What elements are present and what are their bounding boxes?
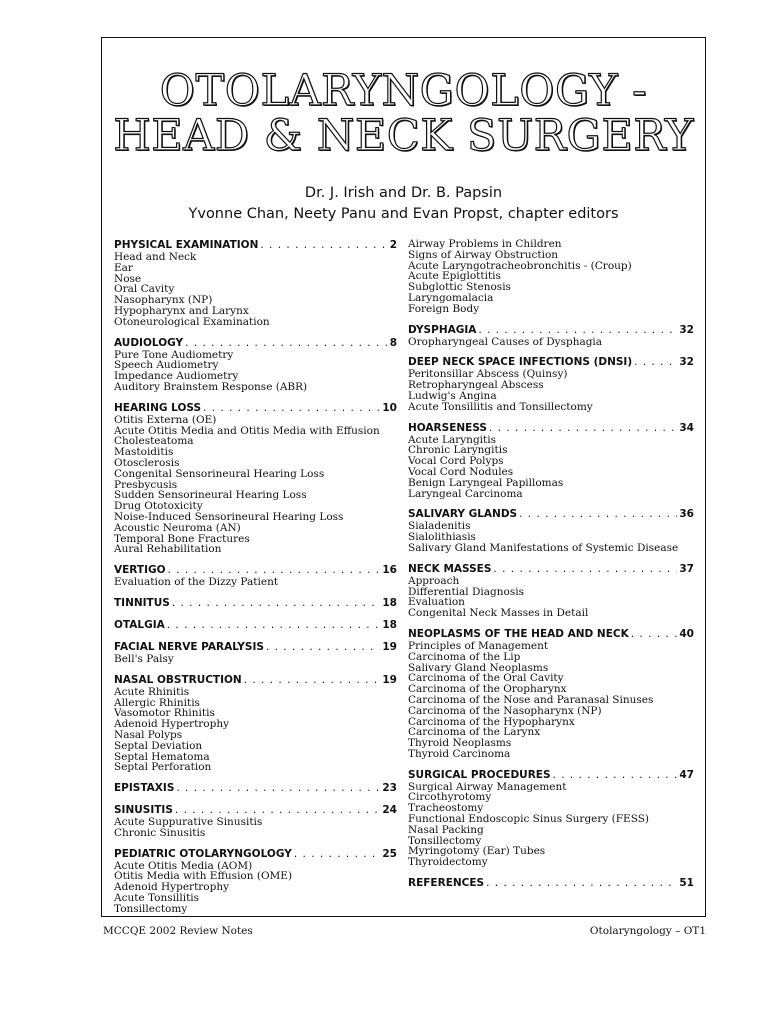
toc-item: Cholesteatoma [114,435,194,448]
toc-item: Peritonsillar Abscess (Quinsy) [408,368,568,381]
toc-item: Acute Tonsillitis and Tonsillectomy [408,400,593,413]
toc-item: Congenital Neck Masses in Detail [408,607,589,620]
toc-heading-text: SALIVARY GLANDS [408,508,518,521]
toc-item: Carcinoma of the Oral Cavity [408,672,564,685]
toc-item: Chronic Laryngitis [408,444,508,457]
toc-item: Vocal Cord Polyps [408,455,504,468]
toc-section-heading[interactable] [114,597,397,610]
toc-section-heading[interactable] [408,628,694,641]
toc-item: Carcinoma of the Lip [408,650,521,663]
toc-section [114,239,397,328]
toc-item: Otoneurological Examination [114,315,270,328]
toc-heading-text: HEARING LOSS [114,401,202,414]
toc-item: Tonsillectomy [114,902,188,915]
toc-item: Carcinoma of the Larynx [408,726,541,739]
toc-section [114,782,397,795]
toc-item: Otosclerosis [114,456,180,469]
toc-item: Sialolithiasis [408,531,476,544]
footer-right: Otolaryngology – OT1 [589,925,706,937]
toc-item: Acoustic Neuroma (AN) [114,521,241,534]
toc-page-number: 25 [382,847,397,860]
dot-leader [266,641,380,654]
toc-page-number: 34 [679,421,694,434]
toc-section-heading[interactable] [408,422,694,435]
toc-item: Head and Neck [114,251,197,263]
toc-section [114,564,397,588]
dot-leader [260,239,387,252]
toc-page-number: 23 [382,782,397,795]
dot-leader [244,674,381,687]
toc-item: Adenoid Hypertrophy [114,881,230,894]
dot-leader [553,769,678,782]
toc-page-number: 10 [382,401,397,414]
toc-heading-text: NECK MASSES [408,562,492,575]
dot-leader [486,877,677,890]
toc-heading-text: AUDIOLOGY [114,336,184,349]
dot-leader [634,356,677,369]
toc-item: Adenoid Hypertrophy [114,718,230,731]
toc-item: Otitis Media with Effusion (OME) [114,870,293,883]
toc-item: Acute Rhinitis [114,685,190,698]
toc-page-number: 51 [679,877,694,890]
toc-item: Septal Hematoma [114,750,210,763]
toc-item: Evaluation [408,596,465,609]
toc-section-heading[interactable] [114,619,397,632]
toc-item: Benign Laryngeal Papillomas [408,476,564,489]
toc-heading-text: TINNITUS [114,596,170,609]
toc-item: Oral Cavity [114,283,175,296]
toc-item: Carcinoma of the Hypopharynx [408,715,575,728]
toc-section [408,422,694,500]
dot-leader [185,337,388,350]
dot-leader [489,422,677,435]
toc-item: Pure Tone Audiometry [114,348,234,361]
toc-section [114,804,397,839]
toc-page-number: 32 [679,356,694,369]
toc-page-number: 19 [382,673,397,686]
toc-page-number: 24 [382,804,397,817]
toc-page-number: 8 [389,336,397,349]
dot-leader [519,508,677,521]
toc-heading-text: EPISTAXIS [114,782,175,795]
toc-section [408,324,694,348]
toc-item: Nose [114,272,142,285]
toc-item: Thyroidectomy [408,856,488,869]
dot-leader [176,782,380,795]
dot-leader [203,402,380,415]
toc-section-heading[interactable] [114,337,397,350]
toc-section-heading[interactable] [114,848,397,861]
toc-section [114,848,397,915]
toc-item: Functional Endoscopic Sinus Surgery (FESS) [408,813,650,826]
toc-item: Approach [408,574,460,587]
dot-leader [631,628,678,641]
toc-section-heading[interactable] [408,769,694,782]
toc-item: Nasal Polyps [114,728,183,741]
toc-item: Surgical Airway Management [408,780,567,793]
toc-item: Bell's Palsy [114,652,174,665]
toc-item: Acute Epiglottitis [408,270,501,283]
toc-item: Salivary Gland Neoplasms [408,661,549,674]
toc-item: Thyroid Carcinoma [408,747,511,760]
toc-page-number: 18 [382,618,397,631]
toc-item: Drug Ototoxicity [114,500,203,513]
toc-section [114,641,397,665]
toc-item: Temporal Bone Fractures [114,532,250,545]
toc-page-number: 47 [679,768,694,781]
toc-page-number: 16 [382,564,397,577]
title-line-1: OTOLARYNGOLOGY - [159,66,648,116]
toc-item: Aural Rehabilitation [114,543,222,556]
toc-section [408,563,694,619]
toc-item: Laryngeal Carcinoma [408,487,523,500]
toc-item: Impedance Audiometry [114,370,239,383]
toc-item: Tracheostomy [408,802,484,815]
toc-heading-text: SINUSITIS [114,804,173,817]
dot-leader [294,848,381,861]
toc-item: Thyroid Neoplasms [408,737,512,750]
toc-page-number: 40 [679,627,694,640]
page-frame [101,37,706,917]
toc-section-heading[interactable] [408,563,694,576]
toc-item: Retropharyngeal Abscess [408,379,544,392]
toc-heading-text: PEDIATRIC OTOLARYNGOLOGY [114,847,292,860]
toc-heading-text: OTALGIA [114,618,165,631]
toc-section-heading[interactable] [114,674,397,687]
toc-heading-text: DEEP NECK SPACE INFECTIONS (DNSI) [408,356,633,369]
toc-item: Carcinoma of the Nasopharynx (NP) [408,704,602,717]
toc-item: Nasopharynx (NP) [114,294,213,307]
toc-section-heading[interactable] [114,641,397,654]
toc-page-number: 37 [679,562,694,575]
toc-item: Acute Tonsillitis [114,892,200,905]
toc-section [408,877,694,890]
toc-section-heading[interactable] [408,324,694,337]
toc-item: Foreign Body [408,302,480,315]
toc-item: Hypopharynx and Larynx [114,304,249,317]
toc-page-number: 32 [679,323,694,336]
toc-item: Circothyrotomy [408,791,492,804]
toc-section [408,628,694,760]
toc-item: Salivary Gland Manifestations of Systemic Disease [408,541,679,554]
toc-page-number: 19 [382,640,397,653]
toc-item: Tonsillectomy [408,834,482,847]
toc-heading-text: REFERENCES [408,877,485,890]
toc-item: Signs of Airway Obstruction [408,248,559,261]
toc-page-number: 18 [382,596,397,609]
toc-item: Ludwig's Angina [408,389,497,402]
dot-leader [167,619,381,632]
toc-item: Vocal Cord Nodules [408,465,514,478]
title-line-2: HEAD & NECK SURGERY [113,111,694,161]
toc-page-number: 36 [679,508,694,521]
toc-section-heading[interactable] [114,782,397,795]
toc-heading-text: NEOPLASMS OF THE HEAD AND NECK [408,627,629,640]
toc-item: Carcinoma of the Oropharynx [408,683,567,696]
toc-item: Acute Otitis Media (AOM) [114,859,253,872]
toc-item: Sudden Sensorineural Hearing Loss [114,489,307,502]
toc-item: Principles of Management [408,639,549,652]
toc-item: Congenital Sensorineural Hearing Loss [114,467,325,480]
toc-item: Mastoiditis [114,446,174,459]
toc-heading-text: SURGICAL PROCEDURES [408,768,551,781]
toc-item: Acute Otitis Media and Otitis Media with Effusion [114,424,380,437]
toc-section-heading[interactable] [408,877,694,890]
toc-heading-text: PHYSICAL EXAMINATION [114,239,259,251]
toc-item: Sialadenitis [408,520,471,533]
toc-item: Nasal Packing [408,823,484,836]
toc-item: Evaluation of the Dizzy Patient [114,576,279,589]
toc-item: Presbycusis [114,478,178,491]
toc-section [114,597,397,610]
toc-item: Carcinoma of the Nose and Paranasal Sinuses [408,693,654,706]
toc-item: Airway Problems in Children [408,238,562,250]
dot-leader [478,324,677,337]
toc-item: Differential Diagnosis [408,585,524,598]
toc-heading-text: FACIAL NERVE PARALYSIS [114,640,264,653]
authors: Dr. J. Irish and Dr. B. Papsin [304,185,503,201]
toc-page-number: 2 [389,239,397,251]
toc-section [114,402,397,555]
chapter-editors: Yvonne Chan, Neety Panu and Evan Propst, chapter editors [188,206,619,222]
toc-item: Noise-Induced Sensorineural Hearing Loss [114,510,344,523]
toc-section [114,674,397,773]
toc-heading-text: VERTIGO [114,564,166,577]
toc-item: Otitis Externa (OE) [114,413,217,426]
dot-leader [172,597,381,610]
toc-item: Subglottic Stenosis [408,281,511,294]
toc-left-column [114,239,397,924]
toc-item: Septal Deviation [114,739,203,752]
toc-section [114,337,397,393]
toc-section [408,356,694,412]
toc-section [114,619,397,632]
toc-heading-text: NASAL OBSTRUCTION [114,673,242,686]
toc-item: Vasomotor Rhinitis [114,707,215,720]
toc-right-column [408,239,694,899]
toc-section [408,508,694,553]
toc-heading-text: HOARSENESS [408,421,487,434]
toc-item: Laryngomalacia [408,291,494,304]
toc-item: Ear [114,261,133,274]
toc-item: Acute Suppurative Sinusitis [114,816,263,829]
toc-item: Septal Perforation [114,761,212,774]
footer-left: MCCQE 2002 Review Notes [103,925,253,937]
toc-item: Oropharyngeal Causes of Dysphagia [408,335,603,348]
toc-section [408,239,694,315]
dot-leader [493,563,677,576]
toc-item: Acute Laryngotracheobronchitis - (Croup) [408,259,632,272]
toc-section [408,769,694,868]
toc-item: Allergic Rhinitis [114,696,200,709]
toc-item: Chronic Sinusitis [114,826,206,839]
toc-item: Myringotomy (Ear) Tubes [408,845,546,858]
toc-item: Acute Laryngitis [408,433,496,446]
toc-heading-text: DYSPHAGIA [408,323,477,336]
toc-section-heading[interactable] [114,402,397,415]
toc-item: Speech Audiometry [114,359,219,372]
toc-item: Auditory Brainstem Response (ABR) [114,380,308,393]
